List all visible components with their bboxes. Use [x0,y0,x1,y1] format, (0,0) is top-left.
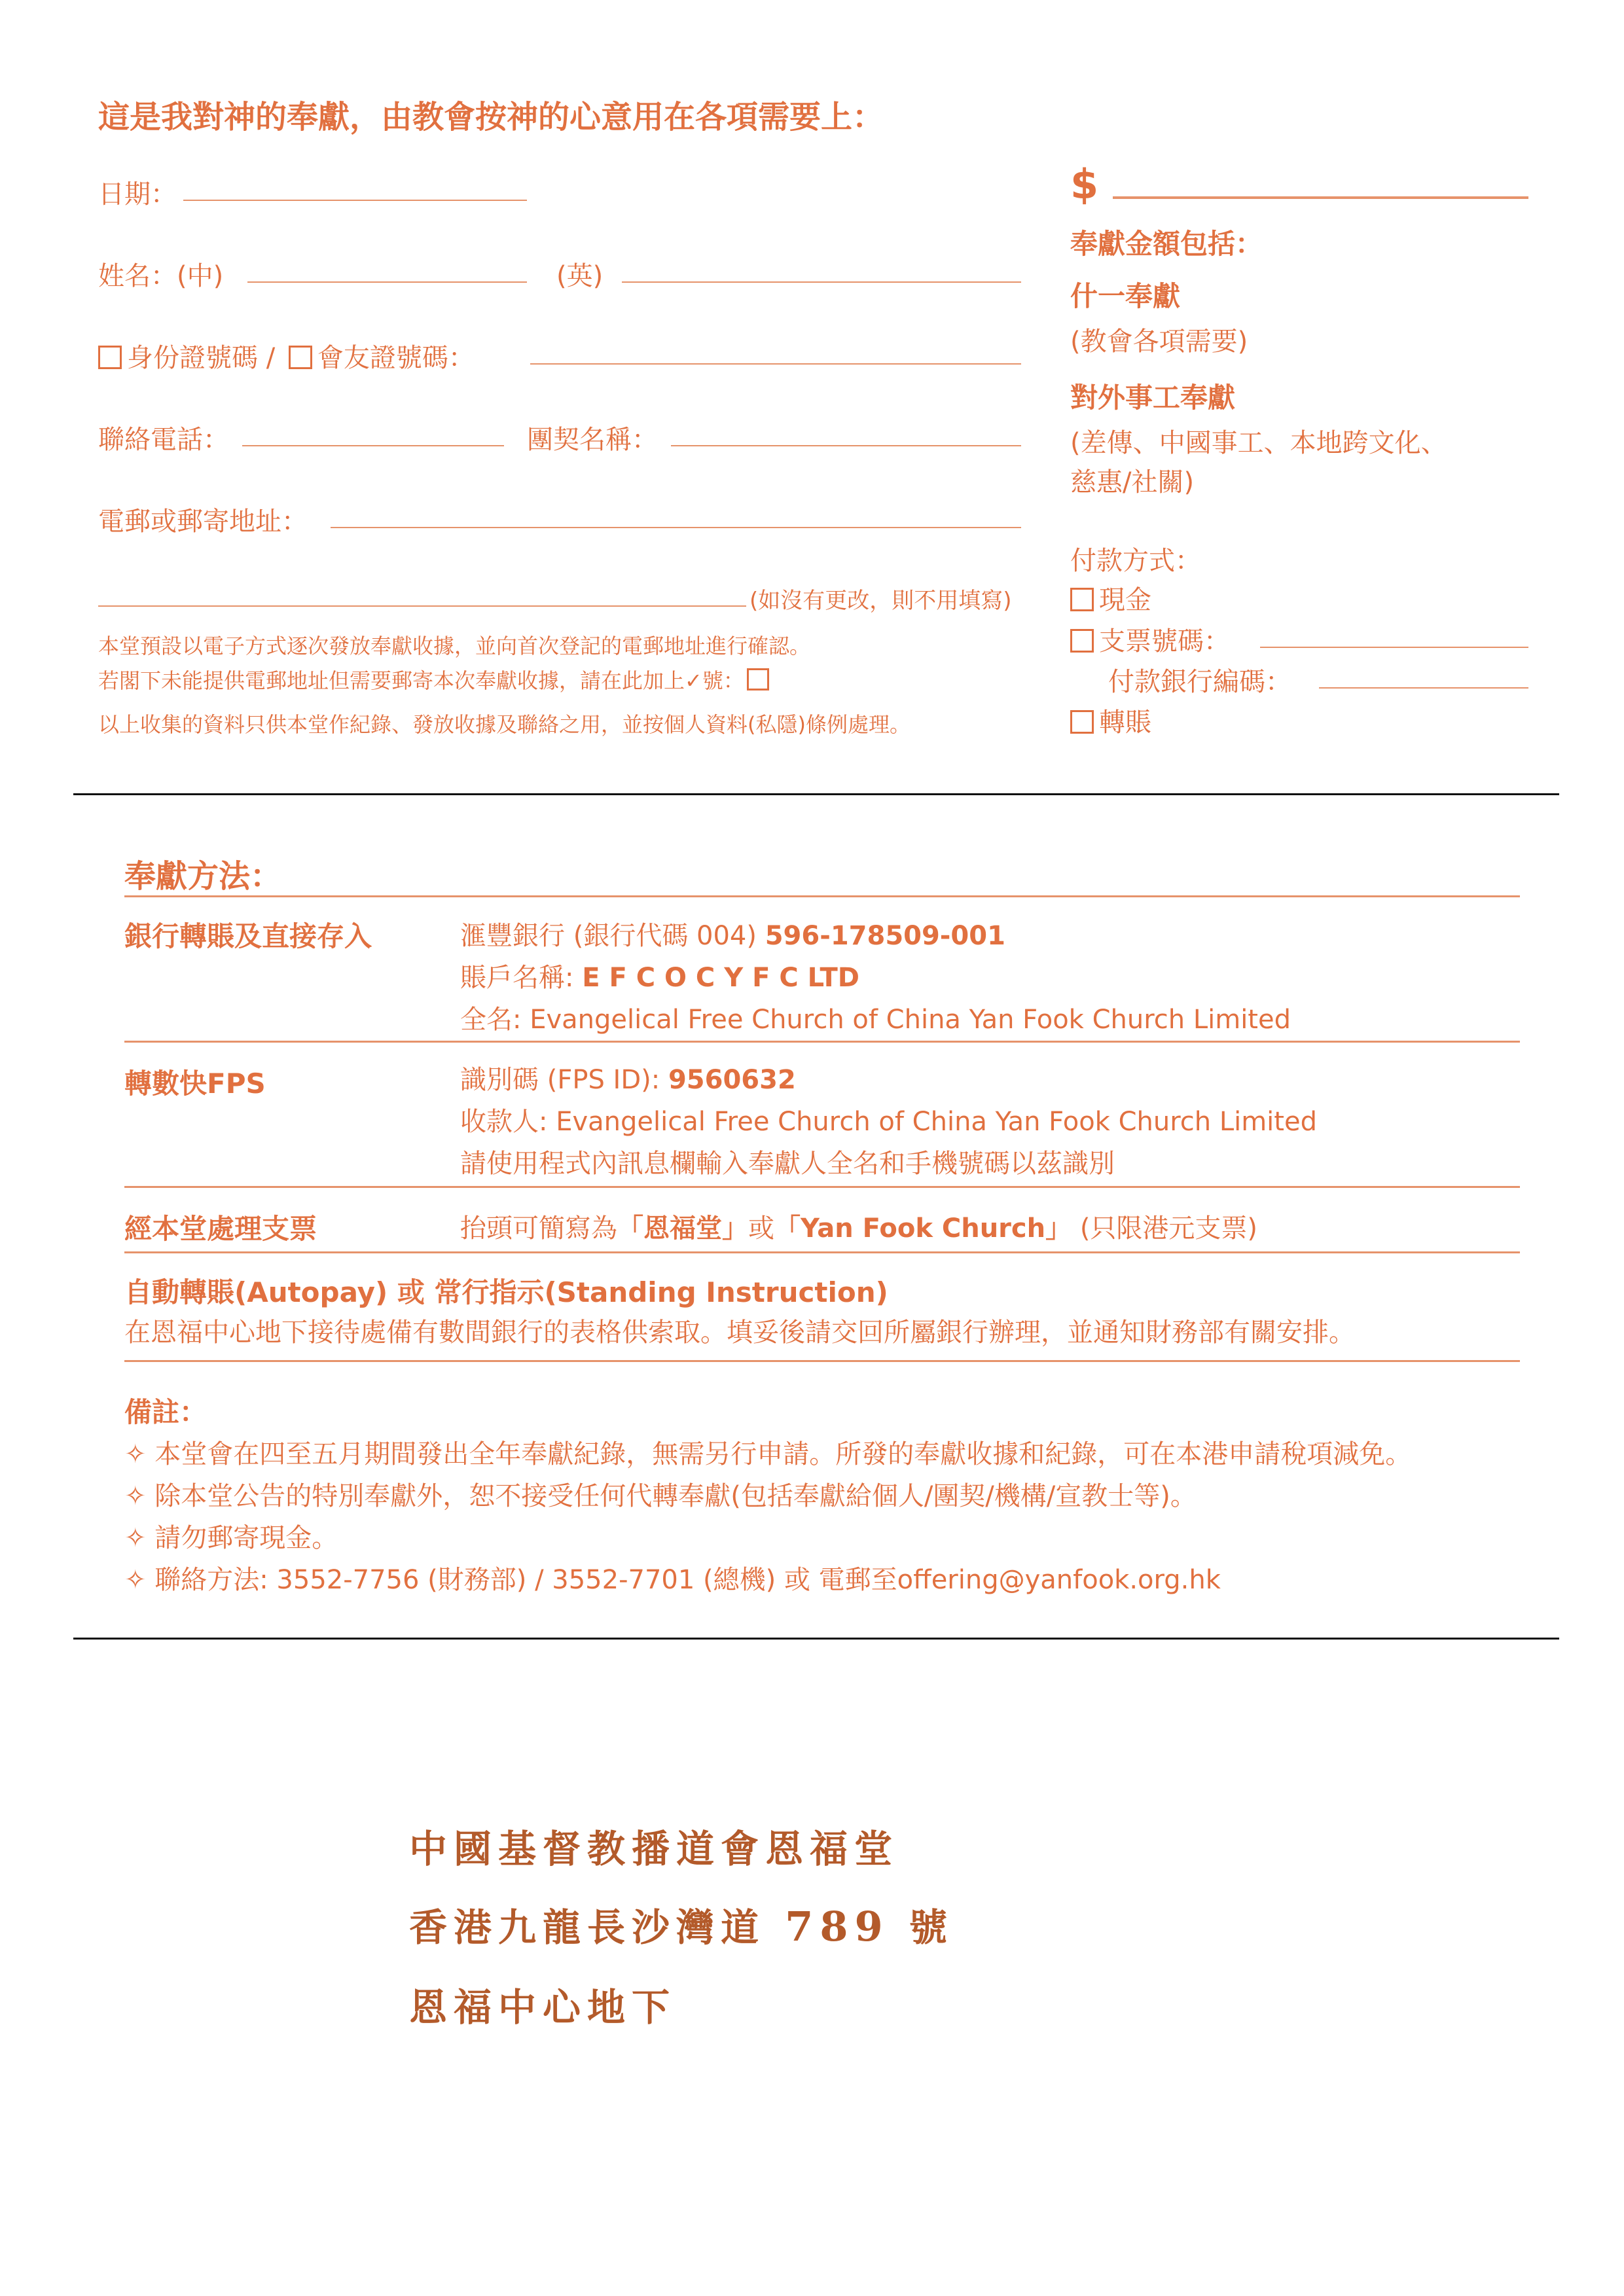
fps-line-2: 收款人: Evangelical Free Church of China Yan Fook Church Limited [460,1107,1317,1137]
amount-includes: 奉獻金額包括： [1070,228,1263,260]
fps-title: 轉數快FPS [124,1067,266,1100]
address-street: 香港九龍長沙灣道 [409,1905,766,1950]
cheque-number-field[interactable] [1260,647,1528,648]
name-cn-label: 姓名：(中) [98,261,224,291]
note-item: ✧ 除本堂公告的特別奉獻外，恕不接受任何代轉奉獻(包括奉獻給個人/團契/機構/宣教士等)。 [124,1481,1197,1511]
note-item: ✧ 本堂會在四至五月期間發出全年奉獻紀錄，無需另行申請。所發的奉獻收據和紀錄，可在本港申請稅項減免。 [124,1439,1412,1469]
cheque-name-en: 「Yan Fook Church」 [774,1213,1072,1244]
bank-code-field[interactable] [1319,687,1528,689]
cheque-row[interactable] [1070,620,1230,658]
member-label: 會友證號碼： [317,343,475,373]
cheque-prefix: 抬頭可簡寫為 [460,1213,617,1244]
id-row [98,337,475,374]
bank-line-1 [460,915,1005,952]
mail-receipt-checkbox[interactable] [747,668,769,691]
privacy-notice: 以上收集的資料只供本堂作紀錄、發放收據及聯絡之用，並按個人資料(私隱)條例處理。 [98,712,911,737]
member-checkbox[interactable] [289,346,312,369]
fellowship-field[interactable] [671,445,1021,446]
date-field[interactable] [183,200,527,201]
transfer-row[interactable] [1070,702,1151,739]
bank-code-label: 付款銀行編碼： [1108,667,1291,697]
date-label: 日期： [98,179,177,209]
cash-label: 現金 [1099,585,1151,615]
note-item: ✧ 聯絡方法: 3552-7756 (財務部) / 3552-7701 (總機) 或 電郵至offering@yanfook.org.hk [124,1565,1221,1595]
outreach-label: 對外事工奉獻 [1070,382,1236,414]
cheque-or: 或 [748,1213,774,1244]
cheque-title: 經本堂處理支票 [124,1213,317,1245]
autopay-title: 自動轉賬(Autopay) 或 常行指示(Standing Instruction) [124,1276,888,1308]
account-name-label: 賬戶名稱: [460,963,574,993]
bank-line-3: 全名: Evangelical Free Church of China Yan Fook Church Limited [460,1005,1291,1035]
autopay-desc: 在恩福中心地下接待處備有數間銀行的表格供索取。填妥後請交回所屬銀行辦理，並通知財務部有關安排。 [124,1318,1355,1348]
outreach-desc-2: 慈惠/社關) [1070,467,1195,497]
bank-line-2 [460,957,859,994]
bank-name: 滙豐銀行 (銀行代碼 004) [460,921,757,951]
payment-label: 付款方式： [1070,546,1201,576]
methods-divider [124,895,1520,897]
cheque-divider [124,1251,1520,1253]
cash-row[interactable] [1070,579,1151,617]
no-change-note: (如沒有更改，則不用填寫) [749,588,1012,614]
name-en-label: (英) [556,261,604,291]
id-number-field[interactable] [530,363,1021,365]
phone-label: 聯絡電話： [98,425,229,455]
cheque-suffix: (只限港元支票) [1079,1213,1258,1244]
fps-id: 9560632 [668,1065,796,1095]
address-field[interactable] [331,527,1021,528]
notes-heading: 備註： [124,1396,208,1428]
amount-field[interactable] [1113,196,1528,199]
tithe-label: 什一奉獻 [1070,280,1181,312]
phone-field[interactable] [242,445,504,446]
cheque-line [460,1208,1257,1245]
transfer-label: 轉賬 [1099,708,1151,738]
notice-mail: 若閣下未能提供電郵地址但需要郵寄本次奉獻收據，請在此加上✓號： [98,668,744,693]
bank-account-number: 596-178509-001 [765,921,1005,951]
dollar-sign: $ [1070,160,1099,208]
transfer-checkbox[interactable] [1070,710,1094,734]
address-suffix: 號 [909,1905,954,1950]
address-number: 789 [785,1903,890,1950]
bank-title: 銀行轉賬及直接存入 [124,920,372,952]
fps-line-1 [460,1059,796,1096]
address-line-2 [409,1897,954,1952]
autopay-divider [124,1360,1520,1362]
name-en-field[interactable] [622,281,1021,283]
note-item: ✧ 請勿郵寄現金。 [124,1523,338,1553]
tithe-desc: (教會各項需要) [1070,327,1248,357]
fps-id-label: 識別碼 (FPS ID): [460,1065,660,1095]
bank-divider [124,1041,1520,1043]
cheque-checkbox[interactable] [1070,629,1094,653]
cheque-name-cn: 「恩福堂」 [617,1213,748,1244]
methods-heading: 奉獻方法： [124,858,282,895]
notice-electronic: 本堂預設以電子方式逐次發放奉獻收據，並向首次登記的電郵地址進行確認。 [98,634,811,658]
cut-line-bottom [73,1638,1559,1640]
cheque-label: 支票號碼： [1099,626,1230,656]
id-label: 身份證號碼 / [127,343,276,373]
notice-mail-row [98,664,774,694]
fps-divider [124,1186,1520,1188]
id-checkbox[interactable] [98,346,122,369]
fellowship-label: 團契名稱： [527,425,658,455]
address-label: 電郵或郵寄地址： [98,507,308,537]
address-line-3: 恩福中心地下 [409,1985,677,2030]
outreach-desc-1: (差傳、中國事工、本地跨文化、 [1070,428,1447,458]
cut-line-top [73,793,1559,795]
address-line-1: 中國基督教播道會恩福堂 [409,1827,899,1871]
fps-line-3: 請使用程式內訊息欄輸入奉獻人全名和手機號碼以茲識別 [460,1149,1115,1179]
address-field-2[interactable] [98,605,746,607]
name-cn-field[interactable] [247,281,527,283]
bank-account-name: E F C O C Y F C LTD [582,963,859,993]
cash-checkbox[interactable] [1070,588,1094,611]
form-title: 這是我對神的奉獻，由教會按神的心意用在各項需要上： [98,99,884,135]
